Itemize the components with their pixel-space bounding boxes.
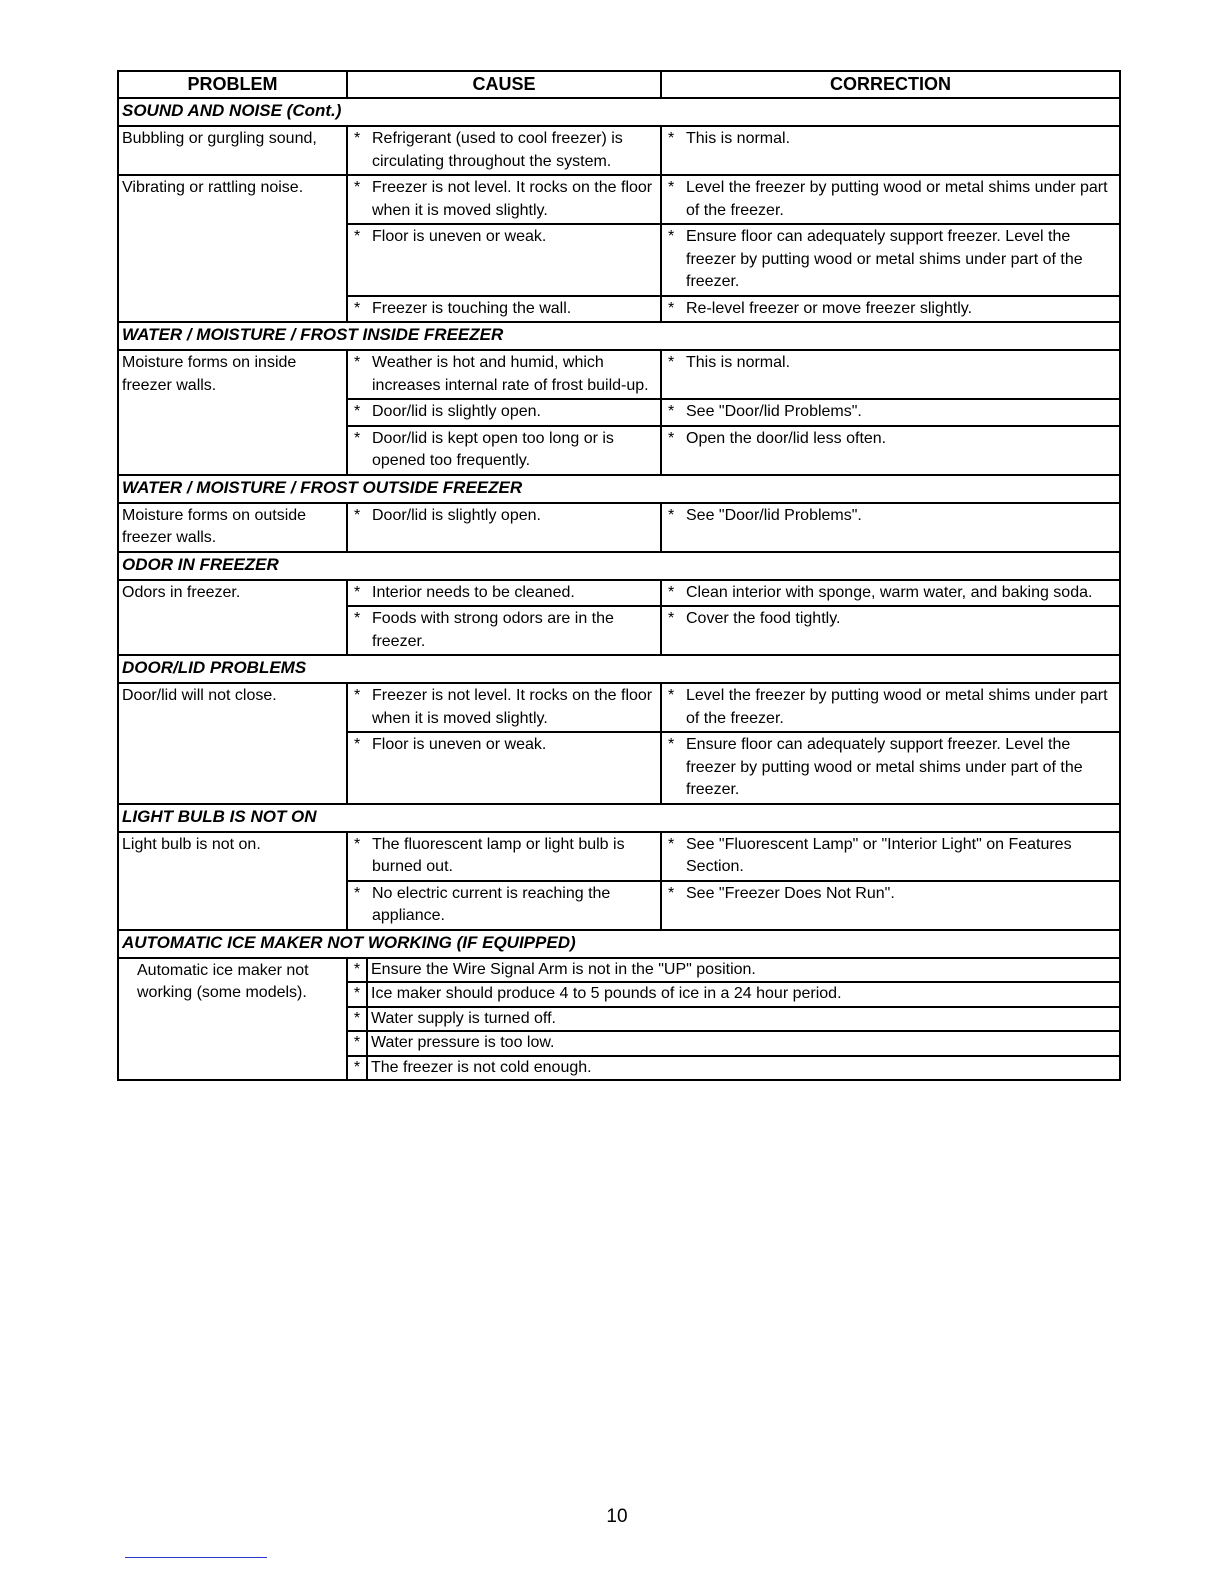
cause-cell	[347, 399, 661, 426]
cause-text: Foods with strong odors are in the freezer.	[372, 610, 614, 650]
bullet-asterisk: *	[354, 835, 361, 853]
section-row	[118, 98, 1120, 126]
bullet-asterisk: *	[668, 429, 675, 447]
cause	[352, 401, 656, 424]
checklist-item	[348, 1008, 1119, 1033]
checklist-item	[348, 959, 1119, 984]
bullet-asterisk: *	[354, 884, 361, 902]
bullet-asterisk: *	[668, 403, 675, 420]
cause-text: Freezer is not level. It rocks on the floor when it is moved slightly.	[372, 687, 653, 727]
correction	[666, 177, 1115, 222]
table-row	[118, 958, 1120, 1081]
correction-text: Re-level freezer or move freezer slightly.	[686, 299, 973, 317]
cause	[352, 298, 656, 321]
correction-text: See "Fluorescent Lamp" or "Interior Light" on Features Section.	[686, 835, 1072, 875]
bullet-asterisk: *	[668, 736, 675, 753]
table-row	[118, 580, 1120, 607]
table-row	[118, 503, 1120, 552]
bullet-asterisk: *	[354, 429, 361, 447]
section-row	[118, 804, 1120, 832]
problem-cell: Door/lid will not close.	[118, 683, 347, 804]
bullet-asterisk: *	[348, 1008, 368, 1031]
correction-text: Level the freezer by putting wood or metal shims under part of the freezer.	[686, 179, 1108, 219]
correction-text: Clean interior with sponge, warm water, and baking soda.	[686, 583, 1093, 601]
cause	[352, 582, 656, 605]
header-problem: PROBLEM	[118, 71, 347, 98]
correction-text: See "Door/lid Problems".	[686, 506, 862, 524]
bullet-asterisk: *	[668, 835, 675, 853]
bullet-asterisk: *	[354, 354, 361, 371]
header-cause: CAUSE	[347, 71, 661, 98]
cause-text: Freezer is touching the wall.	[372, 299, 572, 317]
bullet-asterisk: *	[668, 299, 675, 317]
bullet-asterisk: *	[668, 884, 675, 902]
cause-text: Refrigerant (used to cool freezer) is circulating throughout the system.	[372, 130, 623, 170]
section-title: DOOR/LID PROBLEMS	[118, 655, 1120, 683]
correction-text: This is normal.	[686, 130, 791, 147]
bullet-asterisk: *	[668, 130, 675, 147]
table-row	[118, 175, 1120, 224]
problem-cell: Moisture forms on inside freezer walls.	[118, 350, 347, 475]
cause-text: No electric current is reaching the appliance.	[372, 884, 611, 924]
problem-cell: Automatic ice maker not working (some models).	[118, 958, 347, 1081]
section-row	[118, 322, 1120, 350]
correction-text: See "Door/lid Problems".	[686, 403, 862, 420]
cause	[352, 177, 656, 222]
correction	[666, 352, 1115, 375]
bullet-asterisk: *	[668, 583, 675, 601]
bullet-asterisk: *	[354, 583, 361, 601]
cause	[352, 734, 656, 757]
bullet-asterisk: *	[668, 687, 675, 704]
cause-cell	[347, 175, 661, 224]
bullet-asterisk: *	[354, 687, 361, 704]
checklist-text: Ensure the Wire Signal Arm is not in the "UP" position.	[371, 960, 756, 978]
cause-text: Floor is uneven or weak.	[372, 228, 547, 245]
bullet-asterisk: *	[348, 983, 368, 1006]
correction-text: This is normal.	[686, 354, 791, 371]
cause-cell	[347, 606, 661, 655]
correction-cell	[661, 683, 1120, 732]
cause-cell	[347, 426, 661, 475]
section-title: WATER / MOISTURE / FROST INSIDE FREEZER	[118, 322, 1120, 350]
correction	[666, 401, 1115, 424]
correction-cell	[661, 126, 1120, 175]
correction-cell	[661, 399, 1120, 426]
bullet-asterisk: *	[354, 403, 361, 420]
correction-cell	[661, 175, 1120, 224]
bullet-asterisk: *	[348, 1057, 368, 1080]
correction-cell	[661, 732, 1120, 804]
bullet-asterisk: *	[668, 179, 675, 196]
cause-text: Door/lid is slightly open.	[372, 506, 541, 524]
checklist-text: Water supply is turned off.	[371, 1009, 556, 1027]
cause-cell	[347, 503, 661, 552]
header-row	[118, 71, 1120, 98]
cause	[352, 352, 656, 397]
section-title: AUTOMATIC ICE MAKER NOT WORKING (IF EQUIPPED)	[118, 930, 1120, 958]
correction-text: Ensure floor can adequately support freezer. Level the freezer by putting wood or metal shims under part of the freezer.	[686, 228, 1083, 290]
table-row	[118, 832, 1120, 881]
correction	[666, 734, 1115, 802]
cause-cell	[347, 683, 661, 732]
correction-cell	[661, 224, 1120, 296]
bullet-asterisk: *	[354, 736, 361, 753]
bullet-asterisk: *	[354, 610, 361, 627]
cause-cell	[347, 881, 661, 930]
correction-cell	[661, 580, 1120, 607]
cause	[352, 685, 656, 730]
bullet-asterisk: *	[348, 1032, 368, 1055]
problem-cell: Moisture forms on outside freezer walls.	[118, 503, 347, 552]
checklist-text: Ice maker should produce 4 to 5 pounds of ice in a 24 hour period.	[371, 985, 842, 1002]
bullet-asterisk: *	[354, 228, 361, 245]
correction-cell	[661, 832, 1120, 881]
table-row	[118, 683, 1120, 732]
problem-cell: Odors in freezer.	[118, 580, 347, 656]
cause-cell	[347, 126, 661, 175]
section-row	[118, 930, 1120, 958]
problem-cell: Light bulb is not on.	[118, 832, 347, 930]
correction	[666, 834, 1115, 879]
bullet-asterisk: *	[668, 354, 675, 371]
section-row	[118, 655, 1120, 683]
correction	[666, 608, 1115, 631]
cause-cell	[347, 296, 661, 323]
bullet-asterisk: *	[668, 506, 675, 524]
correction-text: Open the door/lid less often.	[686, 429, 887, 447]
bullet-asterisk: *	[668, 610, 675, 627]
correction	[666, 428, 1115, 451]
section-row	[118, 552, 1120, 580]
header-correction: CORRECTION	[661, 71, 1120, 98]
problem-cell: Vibrating or rattling noise.	[118, 175, 347, 322]
cause	[352, 608, 656, 653]
correction-text: See "Freezer Does Not Run".	[686, 884, 895, 902]
correction	[666, 128, 1115, 151]
correction	[666, 505, 1115, 528]
correction-cell	[661, 426, 1120, 475]
cause	[352, 834, 656, 879]
bullet-asterisk: *	[354, 130, 361, 147]
table-row	[118, 350, 1120, 399]
cause	[352, 226, 656, 249]
cause-cell	[347, 350, 661, 399]
bullet-asterisk: *	[354, 299, 361, 317]
correction-text: Cover the food tightly.	[686, 610, 841, 627]
section-title: LIGHT BULB IS NOT ON	[118, 804, 1120, 832]
cause-text: Interior needs to be cleaned.	[372, 583, 575, 601]
bullet-asterisk: *	[668, 228, 675, 245]
section-title: SOUND AND NOISE (Cont.)	[118, 98, 1120, 126]
correction	[666, 582, 1115, 605]
correction-text: Level the freezer by putting wood or metal shims under part of the freezer.	[686, 687, 1108, 727]
cause-text: Floor is uneven or weak.	[372, 736, 547, 753]
cause-text: The fluorescent lamp or light bulb is burned out.	[372, 835, 625, 875]
cause-text: Door/lid is slightly open.	[372, 403, 541, 420]
checklist-item	[348, 983, 1119, 1008]
bullet-asterisk: *	[354, 506, 361, 524]
correction-cell	[661, 881, 1120, 930]
ice-maker-checklist	[347, 958, 1120, 1081]
cause	[352, 505, 656, 528]
correction-cell	[661, 503, 1120, 552]
section-row	[118, 475, 1120, 503]
cause-text: Door/lid is kept open too long or is opened too frequently.	[372, 429, 614, 469]
correction-cell	[661, 350, 1120, 399]
cause	[352, 428, 656, 473]
correction	[666, 226, 1115, 294]
correction-text: Ensure floor can adequately support freezer. Level the freezer by putting wood or metal shims under part of the freezer.	[686, 736, 1083, 798]
cause-cell	[347, 224, 661, 296]
cause-text: Freezer is not level. It rocks on the floor when it is moved slightly.	[372, 179, 653, 219]
cause	[352, 883, 656, 928]
checklist-item	[348, 1057, 1119, 1080]
checklist-text: Water pressure is too low.	[371, 1034, 555, 1051]
cause-text: Weather is hot and humid, which increases internal rate of frost build-up.	[372, 354, 649, 394]
section-title: WATER / MOISTURE / FROST OUTSIDE FREEZER	[118, 475, 1120, 503]
correction	[666, 685, 1115, 730]
footer-line	[125, 1557, 267, 1558]
troubleshooting-table	[117, 70, 1121, 1081]
bullet-asterisk: *	[348, 959, 368, 982]
checklist-text: The freezer is not cold enough.	[371, 1058, 592, 1076]
section-title: ODOR IN FREEZER	[118, 552, 1120, 580]
cause-cell	[347, 732, 661, 804]
problem-cell: Bubbling or gurgling sound,	[118, 126, 347, 175]
table-row	[118, 126, 1120, 175]
bullet-asterisk: *	[354, 179, 361, 196]
correction	[666, 298, 1115, 321]
correction	[666, 883, 1115, 906]
correction-cell	[661, 296, 1120, 323]
cause-cell	[347, 580, 661, 607]
checklist-item	[348, 1032, 1119, 1057]
cause-cell	[347, 832, 661, 881]
correction-cell	[661, 606, 1120, 655]
page-number: 10	[606, 1506, 628, 1527]
cause	[352, 128, 656, 173]
